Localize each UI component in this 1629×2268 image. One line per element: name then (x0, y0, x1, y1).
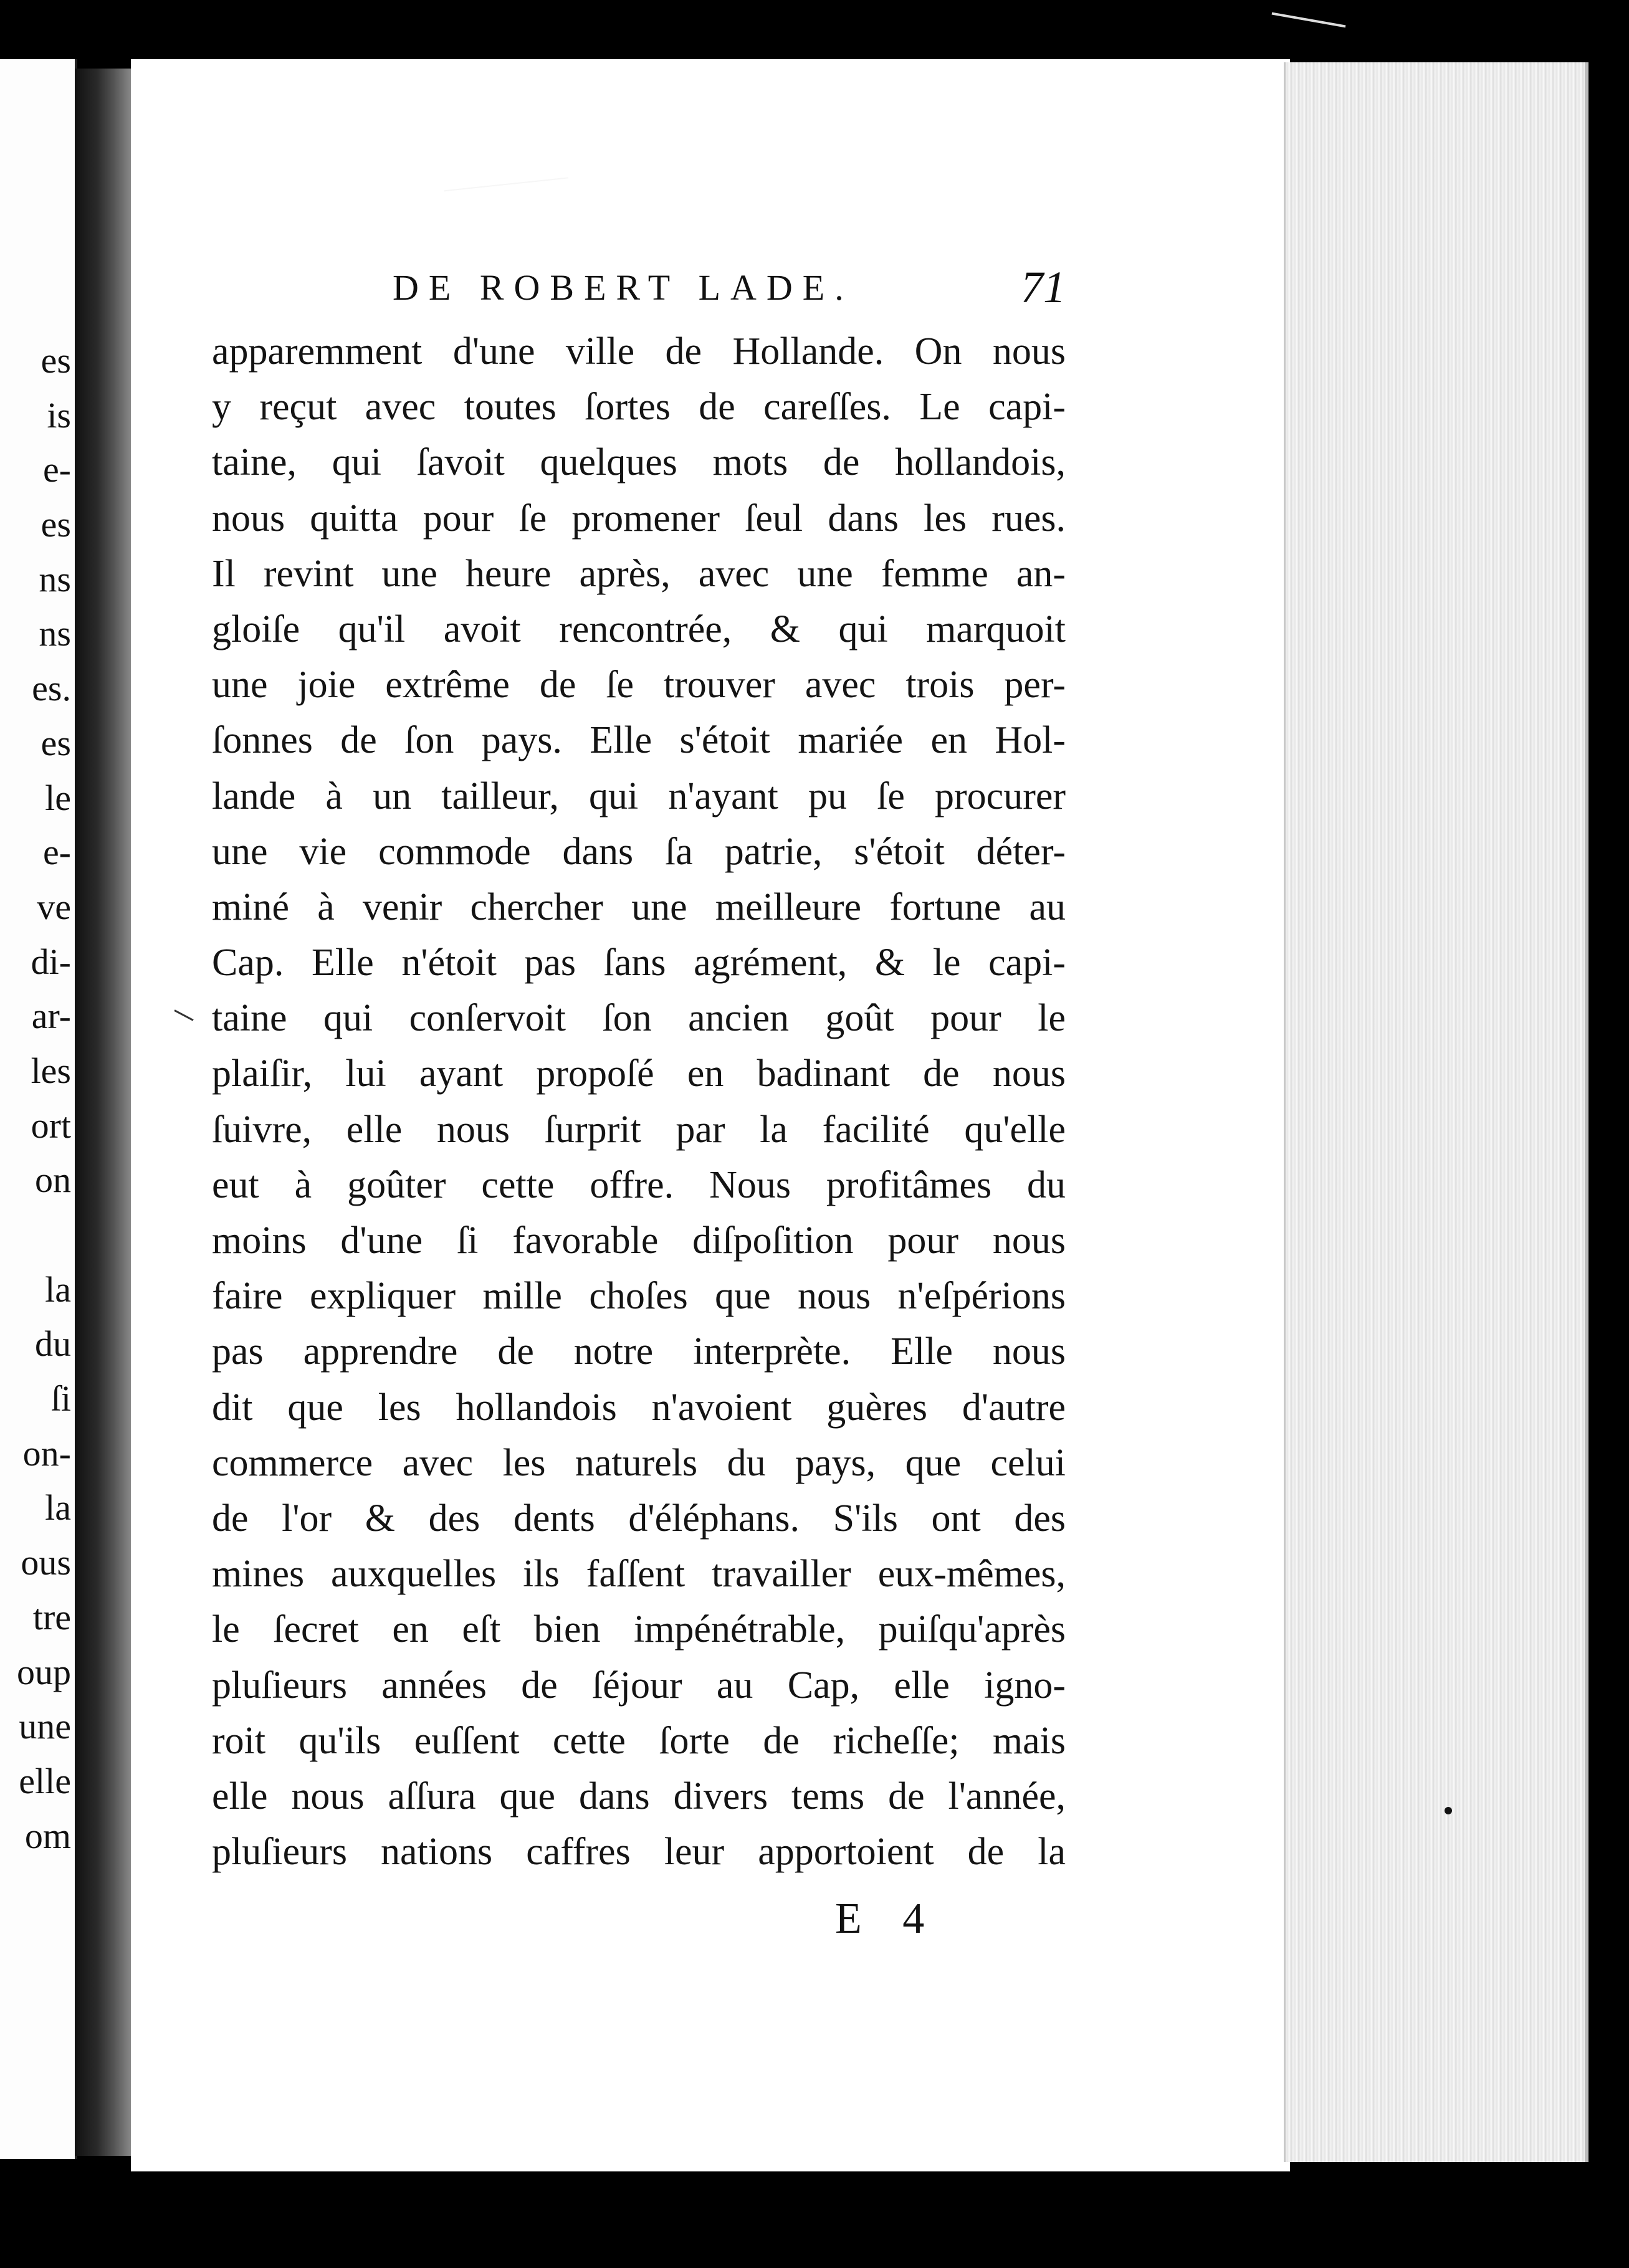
text-line: faire expliquer mille choſes que nous n'eſpérions (212, 1275, 1066, 1318)
text-line: y reçut avec toutes ſortes de careſſes. Le capi- (212, 386, 1066, 429)
left-page-fragment: e- (42, 449, 71, 490)
left-page-fragment: elle (19, 1760, 71, 1801)
text-line: taine qui conſervoit ſon ancien goût pour le (212, 997, 1066, 1040)
text-line: apparemment d'une ville de Hollande. On nous (212, 330, 1066, 373)
text-line: dit que les hollandois n'avoient guères d'autre (212, 1386, 1066, 1429)
left-page-fragment: la (45, 1269, 71, 1310)
left-page-fragment: on- (22, 1432, 71, 1474)
ink-dot (1445, 1807, 1452, 1814)
left-page-fragment: es (41, 722, 71, 763)
left-page-fragment: di- (31, 941, 71, 982)
left-page-fragment: ous (21, 1542, 71, 1583)
text-line: gloiſe qu'il avoit rencontrée, & qui marquoit (212, 608, 1066, 650)
text-line: une vie commode dans ſa patrie, s'étoit déter- (212, 830, 1066, 873)
left-page-fragment: une (19, 1706, 71, 1747)
text-line: moins d'une ſi favorable diſpoſition pour nous (212, 1219, 1066, 1262)
text-line: mines auxquelles ils faſſent travailler eux-mêmes, (212, 1553, 1066, 1596)
text-line: pas apprendre de notre interprète. Elle nous (212, 1330, 1066, 1373)
text-line: pluſieurs années de ſéjour au Cap, elle igno- (212, 1664, 1066, 1707)
text-line: ſuivre, elle nous ſurprit par la facilité qu'elle (212, 1108, 1066, 1151)
text-line: Cap. Elle n'étoit pas ſans agrément, & le capi- (212, 941, 1066, 984)
left-page-fragment: le (45, 777, 71, 818)
signature-mark: E 4 (835, 1895, 940, 1943)
left-page-fragment: oup (17, 1651, 71, 1692)
text-line: taine, qui ſavoit quelques mots de hollandois, (212, 441, 1066, 484)
text-line: elle nous aſſura que dans divers tems de l'année, (212, 1775, 1066, 1818)
text-line: une joie extrême de ſe trouver avec trois per- (212, 664, 1066, 707)
left-page-fragment (6, 1208, 75, 1262)
text-line: Il revint une heure après, avec une femme an- (212, 552, 1066, 595)
left-page-fragment: ns (39, 613, 71, 654)
left-page-fragment: du (35, 1323, 71, 1365)
text-line: le ſecret en eſt bien impénétrable, puiſqu'après (212, 1608, 1066, 1651)
corner-mark (1272, 12, 1346, 28)
text-line: plaiſir, lui ayant propoſé en badinant de nous (212, 1052, 1066, 1095)
left-page-fragment: on (35, 1160, 71, 1201)
left-page-fragment: tre (32, 1596, 71, 1637)
left-page-fragment: ſi (50, 1378, 71, 1419)
left-page-fragment: ort (31, 1105, 71, 1146)
left-page-fragment: ve (37, 886, 71, 927)
text-line: roit qu'ils euſſent cette ſorte de richeſſe; mais (212, 1719, 1066, 1762)
left-page-fragment: om (24, 1815, 71, 1856)
left-page-fragment: es. (32, 668, 71, 709)
text-line: commerce avec les naturels du pays, que celui (212, 1441, 1066, 1484)
left-page-text-fragments (6, 333, 75, 1863)
running-title: DE ROBERT LADE. (393, 267, 854, 308)
text-line: nous quitta pour ſe promener ſeul dans les rues. (212, 497, 1066, 540)
left-page-fragment: es (41, 340, 71, 381)
text-line: eut à goûter cette offre. Nous profitâmes du (212, 1163, 1066, 1206)
page-edges (1284, 62, 1588, 2162)
left-page-fragment: les (31, 1050, 71, 1091)
text-line: de l'or & des dents d'éléphans. S'ils ont des (212, 1497, 1066, 1540)
body-text (212, 324, 1066, 1880)
left-page-fragment: la (45, 1487, 71, 1528)
text-line: ſonnes de ſon pays. Elle s'étoit mariée en Hol- (212, 719, 1066, 762)
left-page-fragment: e- (42, 832, 71, 873)
text-line: miné à venir chercher une meilleure fortune au (212, 885, 1066, 928)
book-gutter (75, 69, 131, 2156)
left-page-fragment: ar- (31, 996, 71, 1037)
pencil-mark (441, 153, 568, 192)
left-facing-page (0, 59, 77, 2159)
left-page-fragment: es (41, 504, 71, 545)
left-page-fragment: is (47, 394, 71, 436)
text-line: lande à un tailleur, qui n'ayant pu ſe procurer (212, 774, 1066, 817)
running-head (393, 262, 1066, 312)
page-number: 71 (1021, 262, 1066, 312)
left-page-fragment: ns (39, 558, 71, 599)
text-line: pluſieurs nations caffres leur apportoient de la (212, 1831, 1066, 1874)
